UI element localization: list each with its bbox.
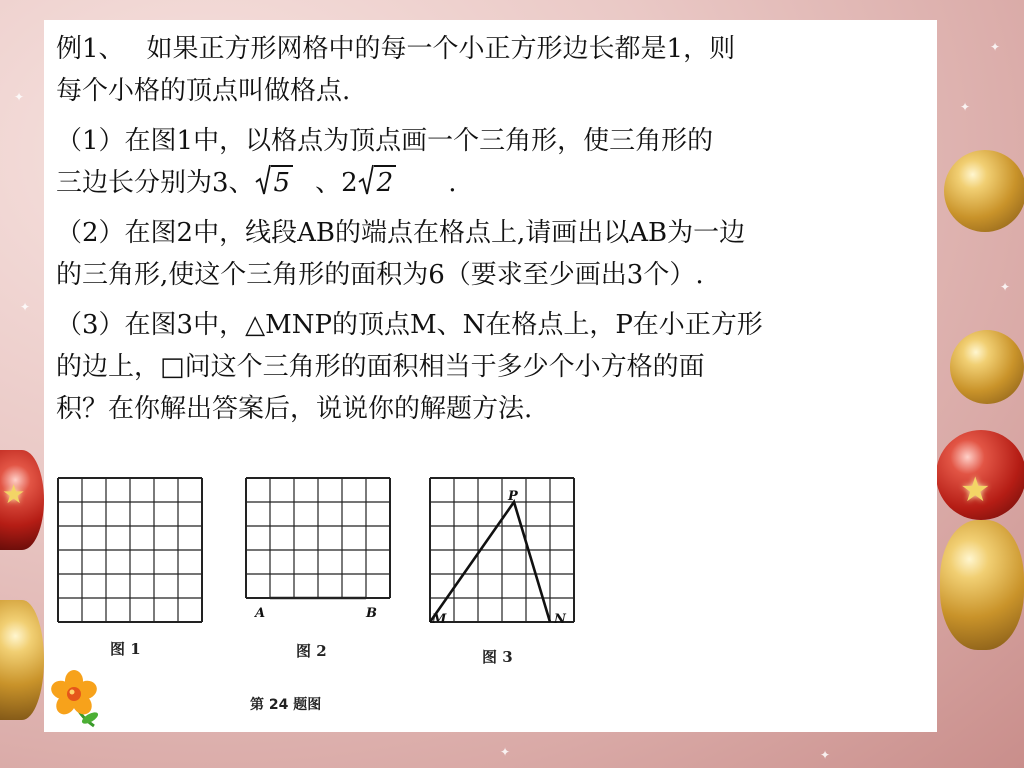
sqrt-2-radicand: 2 xyxy=(374,165,397,199)
part1-separator: 、2 xyxy=(315,168,358,198)
sparkle-icon: ✦ xyxy=(960,100,971,114)
intro-line-2: 每个小格的顶点叫做格点. xyxy=(56,76,351,106)
content-card xyxy=(44,20,937,732)
part-1 xyxy=(56,120,928,204)
exam-figure-caption: 第 24 题图 xyxy=(250,697,322,713)
figure-2 xyxy=(244,476,392,626)
figure-3-caption: 图 3 xyxy=(482,648,513,666)
sparkle-icon: ✦ xyxy=(20,300,31,314)
radical-sign xyxy=(255,164,271,196)
figure-1 xyxy=(56,476,204,626)
gold-ornament-ball xyxy=(940,520,1024,650)
point-p-label: P xyxy=(508,489,518,504)
figure-2-caption: 图 2 xyxy=(296,642,327,660)
star-icon: ★ xyxy=(960,470,991,510)
gold-ornament-ball xyxy=(950,330,1024,404)
sqrt-5-radicand: 5 xyxy=(271,165,294,199)
figure-1-caption: 图 1 xyxy=(110,640,141,658)
sparkle-icon: ✦ xyxy=(820,748,831,762)
point-b-label: B xyxy=(366,606,377,621)
point-a-label: A xyxy=(255,606,266,621)
sparkle-icon: ✦ xyxy=(990,40,1001,54)
triangle-mnp xyxy=(430,502,550,622)
problem-text xyxy=(56,28,928,438)
part1-end: . xyxy=(448,168,457,198)
part-2 xyxy=(56,212,928,296)
sqrt-5 xyxy=(255,162,294,204)
sparkle-icon: ✦ xyxy=(14,90,25,104)
sparkle-icon: ✦ xyxy=(1000,280,1011,294)
intro-line-1: 如果正方形网格中的每一个小正方形边长都是1，则 xyxy=(146,34,736,64)
part3-line-1: （3）在图3中，△MNP的顶点M、N在格点上，P在小正方形 xyxy=(56,310,763,340)
sparkle-icon: ✦ xyxy=(500,745,511,759)
figure-3 xyxy=(428,476,578,632)
example-intro xyxy=(56,28,928,112)
figure-1-grid xyxy=(56,476,204,626)
flower-icon xyxy=(48,670,112,734)
part2-line-1: （2）在图2中，线段AB的端点在格点上,请画出以AB为一边 xyxy=(56,218,746,248)
sqrt-2 xyxy=(358,162,397,204)
figure-3-grid xyxy=(428,476,578,632)
part1-line-2-prefix: 三边长分别为3、 xyxy=(56,168,255,198)
gold-ornament-ball xyxy=(944,150,1024,232)
example-header: 例1、 xyxy=(56,34,125,64)
part3-line-3: 积？在你解出答案后，说说你的解题方法. xyxy=(56,394,533,424)
part3-line-2: 的边上，□问这个三角形的面积相当于多少个小方格的面 xyxy=(56,352,705,382)
gold-ornament-ball xyxy=(0,600,44,720)
part2-line-2: 的三角形,使这个三角形的面积为6（要求至少画出3个）. xyxy=(56,260,704,290)
radical-sign xyxy=(358,164,374,196)
part1-line-1: （1）在图1中，以格点为顶点画一个三角形，使三角形的 xyxy=(56,126,714,156)
point-n-label: N xyxy=(554,612,566,627)
part-3 xyxy=(56,304,928,430)
figure-2-grid xyxy=(244,476,392,626)
point-m-label: M xyxy=(432,612,447,627)
star-icon: ★ xyxy=(2,480,26,510)
